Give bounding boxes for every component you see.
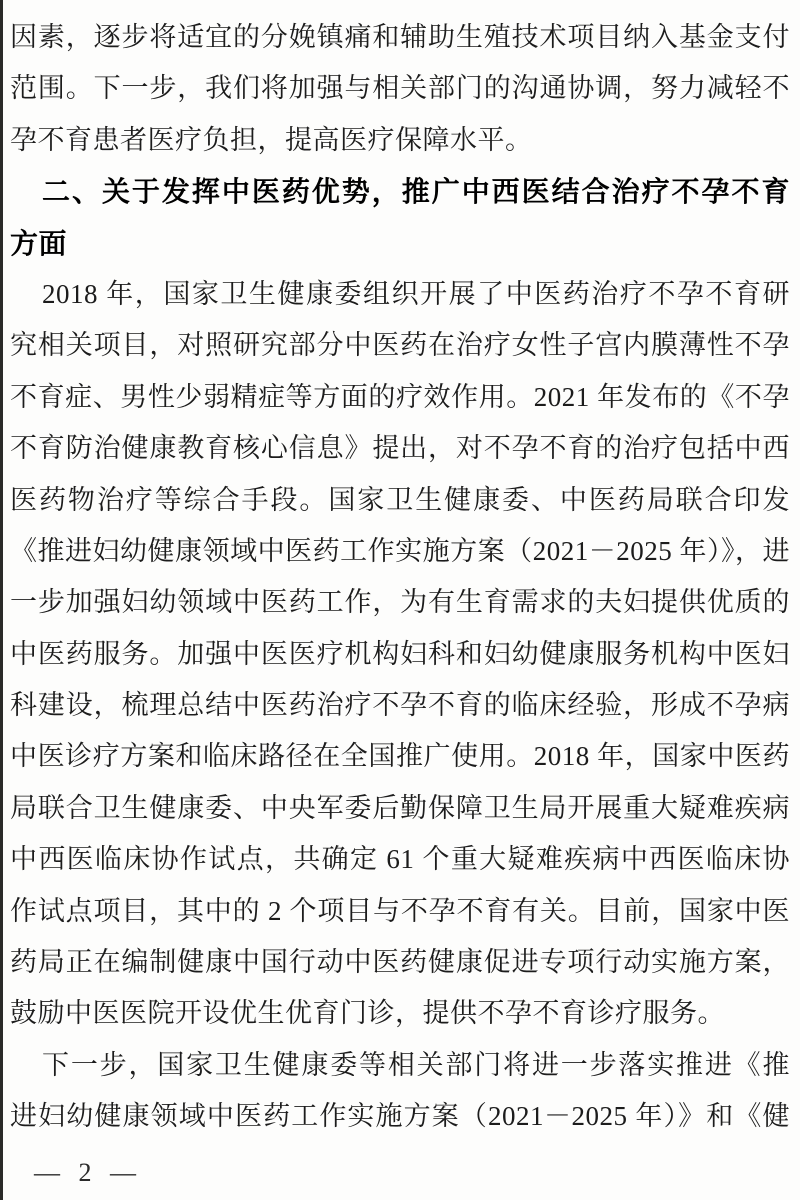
body-text-line: 范围。下一步，我们将加强与相关部门的沟通协调，努力减轻不 — [10, 73, 790, 104]
body-text-line: 不育防治健康教育核心信息》提出，对不孕不育的治疗包括中西 — [10, 433, 790, 464]
body-text-line: 一步加强妇幼领域中医药工作，为有生育需求的夫妇提供优质的 — [10, 587, 790, 618]
body-text-line: 究相关项目，对照研究部分中医药在治疗女性子宫内膜薄性不孕 — [10, 330, 790, 361]
body-text-line: 进妇幼健康领域中医药工作实施方案（2021－2025 年）》和《健 — [10, 1101, 790, 1132]
section-heading-line: 二、关于发挥中医药优势，推广中西医结合治疗不孕不育 — [42, 176, 790, 208]
body-text-line: 下一步，国家卫生健康委等相关部门将进一步落实推进《推 — [42, 1049, 790, 1080]
body-text-line: 《推进妇幼健康领域中医药工作实施方案（2021－2025 年）》，进 — [10, 535, 790, 566]
body-text-line: 中西医临床协作试点，共确定 61 个重大疑难疾病中西医临床协 — [10, 844, 790, 875]
body-text-line: 鼓励中医医院开设优生优育门诊，提供不孕不育诊疗服务。 — [10, 998, 725, 1029]
body-text-line: 局联合卫生健康委、中央军委后勤保障卫生局开展重大疑难疾病 — [10, 792, 790, 823]
body-text-line: 因素，逐步将适宜的分娩镇痛和辅助生殖技术项目纳入基金支付 — [10, 22, 790, 52]
scan-edge-artifact — [0, 0, 3, 1200]
body-text-line: 中医药服务。加强中医医疗机构妇科和妇幼健康服务机构中医妇 — [10, 638, 790, 669]
document-body — [10, 12, 790, 1143]
body-text-line: 作试点项目，其中的 2 个项目与不孕不育有关。目前，国家中医 — [10, 895, 790, 926]
section-heading-line: 方面 — [10, 227, 68, 259]
body-text-line: 孕不育患者医疗负担，提高医疗保障水平。 — [10, 124, 533, 155]
body-text-line: 药局正在编制健康中国行动中医药健康促进专项行动实施方案， — [10, 947, 790, 978]
page-footer — [34, 1158, 138, 1188]
page-number: — 2 — — [34, 1158, 138, 1187]
body-text-line: 中医诊疗方案和临床路径在全国推广使用。2018 年，国家中医药 — [10, 741, 790, 772]
body-text-line: 医药物治疗等综合手段。国家卫生健康委、中医药局联合印发 — [10, 484, 790, 515]
body-text-line: 科建设，梳理总结中医药治疗不孕不育的临床经验，形成不孕病 — [10, 690, 790, 721]
body-text-line: 2018 年，国家卫生健康委组织开展了中医药治疗不孕不育研 — [42, 278, 790, 309]
body-text-line: 不育症、男性少弱精症等方面的疗效作用。2021 年发布的《不孕 — [10, 381, 790, 412]
